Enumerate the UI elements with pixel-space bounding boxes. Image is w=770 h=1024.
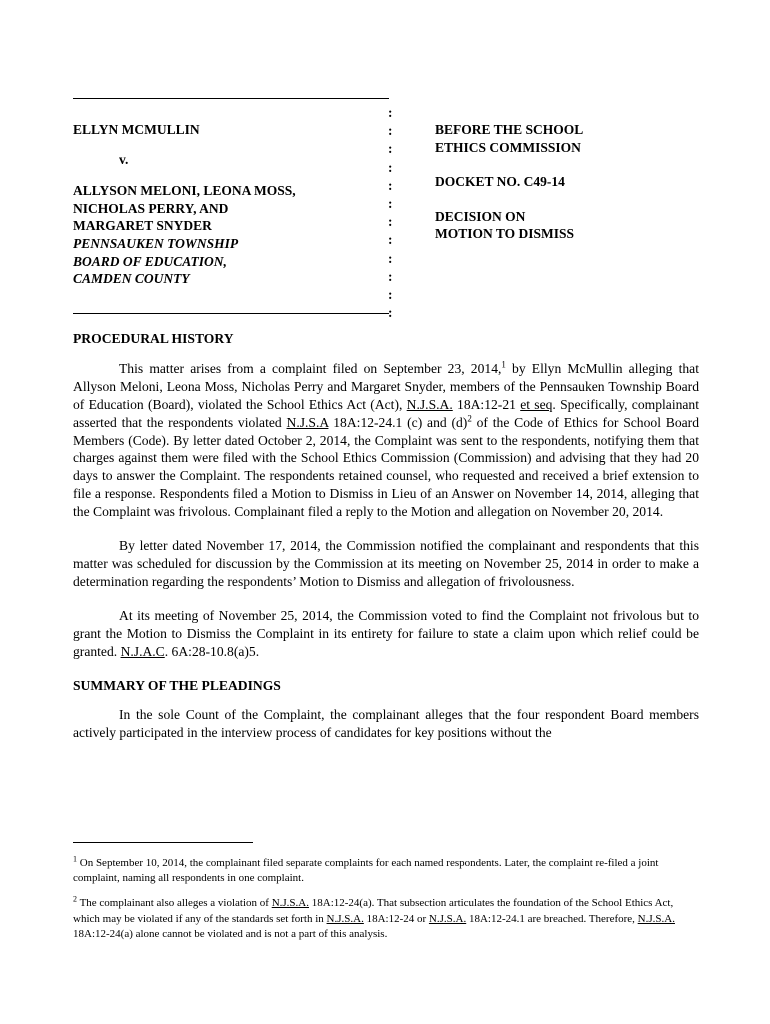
board-line: PENNSAUKEN TOWNSHIP: [73, 235, 239, 251]
complainant-name: ELLYN MCMULLIN: [73, 122, 200, 137]
text-run: . 6A:28-10.8(a)5.: [164, 643, 260, 659]
forum-line: ETHICS COMMISSION: [435, 139, 581, 155]
text-run: This matter arises from a complaint filed on September 23, 2014,: [119, 360, 502, 376]
board-line: CAMDEN COUNTY: [73, 271, 190, 287]
caption-colon: :: [388, 195, 393, 211]
citation: N.J.S.A.: [406, 396, 453, 412]
caption-bottom-rule: [73, 313, 389, 314]
decision-title: [435, 208, 583, 243]
forum-block: [435, 121, 583, 156]
caption-colon: :: [388, 214, 393, 230]
footnote-number: 1: [73, 854, 77, 864]
caption-colon: :: [388, 159, 393, 175]
case-caption: [73, 92, 713, 322]
decision-line: MOTION TO DISMISS: [435, 226, 575, 242]
footnote-text: 18A:12-24 or: [363, 912, 429, 925]
forum-line: BEFORE THE SCHOOL: [435, 122, 584, 137]
caption-colon: :: [388, 305, 393, 321]
footnote-text: The complainant also alleges a violation of: [79, 897, 272, 910]
paragraph: By letter dated November 17, 2014, the Commission notified the complainant and respondents that this matter was scheduled for discussion by the Commission at its meeting on November 25, 2014 in order to make a determination regarding the respondents’ Motion to Dismiss and allegation of frivolousness.: [73, 538, 699, 589]
respondent-line: NICHOLAS PERRY, AND: [73, 200, 229, 216]
paragraph: [73, 607, 699, 661]
citation: N.J.S.A.: [271, 897, 309, 910]
footnote-text: 18A:12-24(a). That subsection articulates the foundation of the School Ethics Act, which may be violated if any of the standards set forth in: [73, 897, 674, 925]
respondent-line: ALLYSON MELONI, LEONA MOSS,: [73, 183, 296, 199]
footnote-rule: [73, 842, 253, 843]
caption-colon: :: [388, 177, 393, 193]
citation: N.J.S.A.: [637, 912, 675, 925]
footnote-text: 18A:12-24(a) alone cannot be violated and is not a part of this analysis.: [73, 927, 388, 940]
caption-colon: :: [388, 123, 393, 139]
versus-label: v.: [119, 151, 129, 167]
text-run: by Ellyn McMullin alleging that Allyson Meloni, Leona Moss, Nicholas Perry and Margaret Snyder, members of the Pennsauken Township Board of Education (Board), violated the School Ethics Act (Act),: [73, 360, 699, 412]
caption-top-rule: [73, 98, 389, 99]
citation: N.J.A.C: [120, 643, 165, 659]
text-run: 18A:12-24.1 (c) and (d): [328, 414, 468, 430]
caption-colon: :: [388, 232, 393, 248]
footnote-text: 18A:12-24.1 are breached. Therefore,: [466, 912, 638, 925]
footnotes: [73, 856, 699, 952]
text-run: . Specifically, complainant asserted that the respondents violated: [73, 396, 699, 430]
citation: N.J.S.A.: [428, 912, 467, 925]
caption-parties: [73, 121, 296, 288]
text-run: At its meeting of November 25, 2014, the Commission voted to find the Complaint not frivolous but to grant the Motion to Dismiss the Complaint in its entirety for failure to state a claim upon which relief could be granted.: [73, 607, 699, 659]
document-body: [73, 330, 699, 758]
footnote-number: 2: [73, 894, 77, 904]
caption-colon-column: [388, 104, 398, 322]
footnote-2: [73, 896, 699, 942]
text-run: of the Code of Ethics for School Board Members (Code). By letter dated October 2, 2014, the Complaint was sent to the respondents, notifying them that charges against them were filed with the School Ethics Commission (Commission) and advising that they had 20 days to answer the Complaint. The respondents retained counsel, who requested and received a brief extension to file a response. Respondents filed a Motion to Dismiss in Lieu of an Answer on November 14, 2014, alleging that the Complaint was frivolous. Complainant filed a reply to the Motion and allegation on November 20, 2014.: [73, 414, 699, 520]
respondent-line: MARGARET SNYDER: [73, 218, 212, 234]
docket-number: DOCKET NO. C49-14: [435, 174, 565, 190]
caption-colon: :: [388, 286, 393, 302]
caption-colon: :: [388, 105, 393, 120]
citation: N.J.S.A.: [326, 912, 364, 925]
caption-colon: :: [388, 141, 393, 157]
paragraph: In the sole Count of the Complaint, the complainant alleges that the four respondent Board members actively participated in the interview process of candidates for key positions without the: [73, 707, 699, 741]
footnote-ref: 1: [501, 359, 506, 370]
section-heading-procedural-history: PROCEDURAL HISTORY: [73, 331, 234, 346]
paragraph: [73, 360, 699, 521]
footnote-text: On September 10, 2014, the complainant filed separate complaints for each named respondents. Later, the complaint re-filed a joint complaint, naming all respondents in one complaint.: [73, 857, 659, 885]
board-line: BOARD OF EDUCATION,: [73, 253, 227, 269]
citation: N.J.S.A: [286, 414, 329, 430]
section-heading-summary: SUMMARY OF THE PLEADINGS: [73, 677, 281, 693]
decision-line: DECISION ON: [435, 208, 526, 224]
citation: et seq: [520, 396, 553, 412]
caption-colon: :: [388, 250, 393, 266]
caption-colon: :: [388, 268, 393, 284]
caption-forum-column: [435, 121, 583, 260]
footnote-1: [73, 856, 699, 886]
footnote-ref: 2: [467, 413, 472, 424]
text-run: 18A:12-21: [452, 396, 521, 412]
